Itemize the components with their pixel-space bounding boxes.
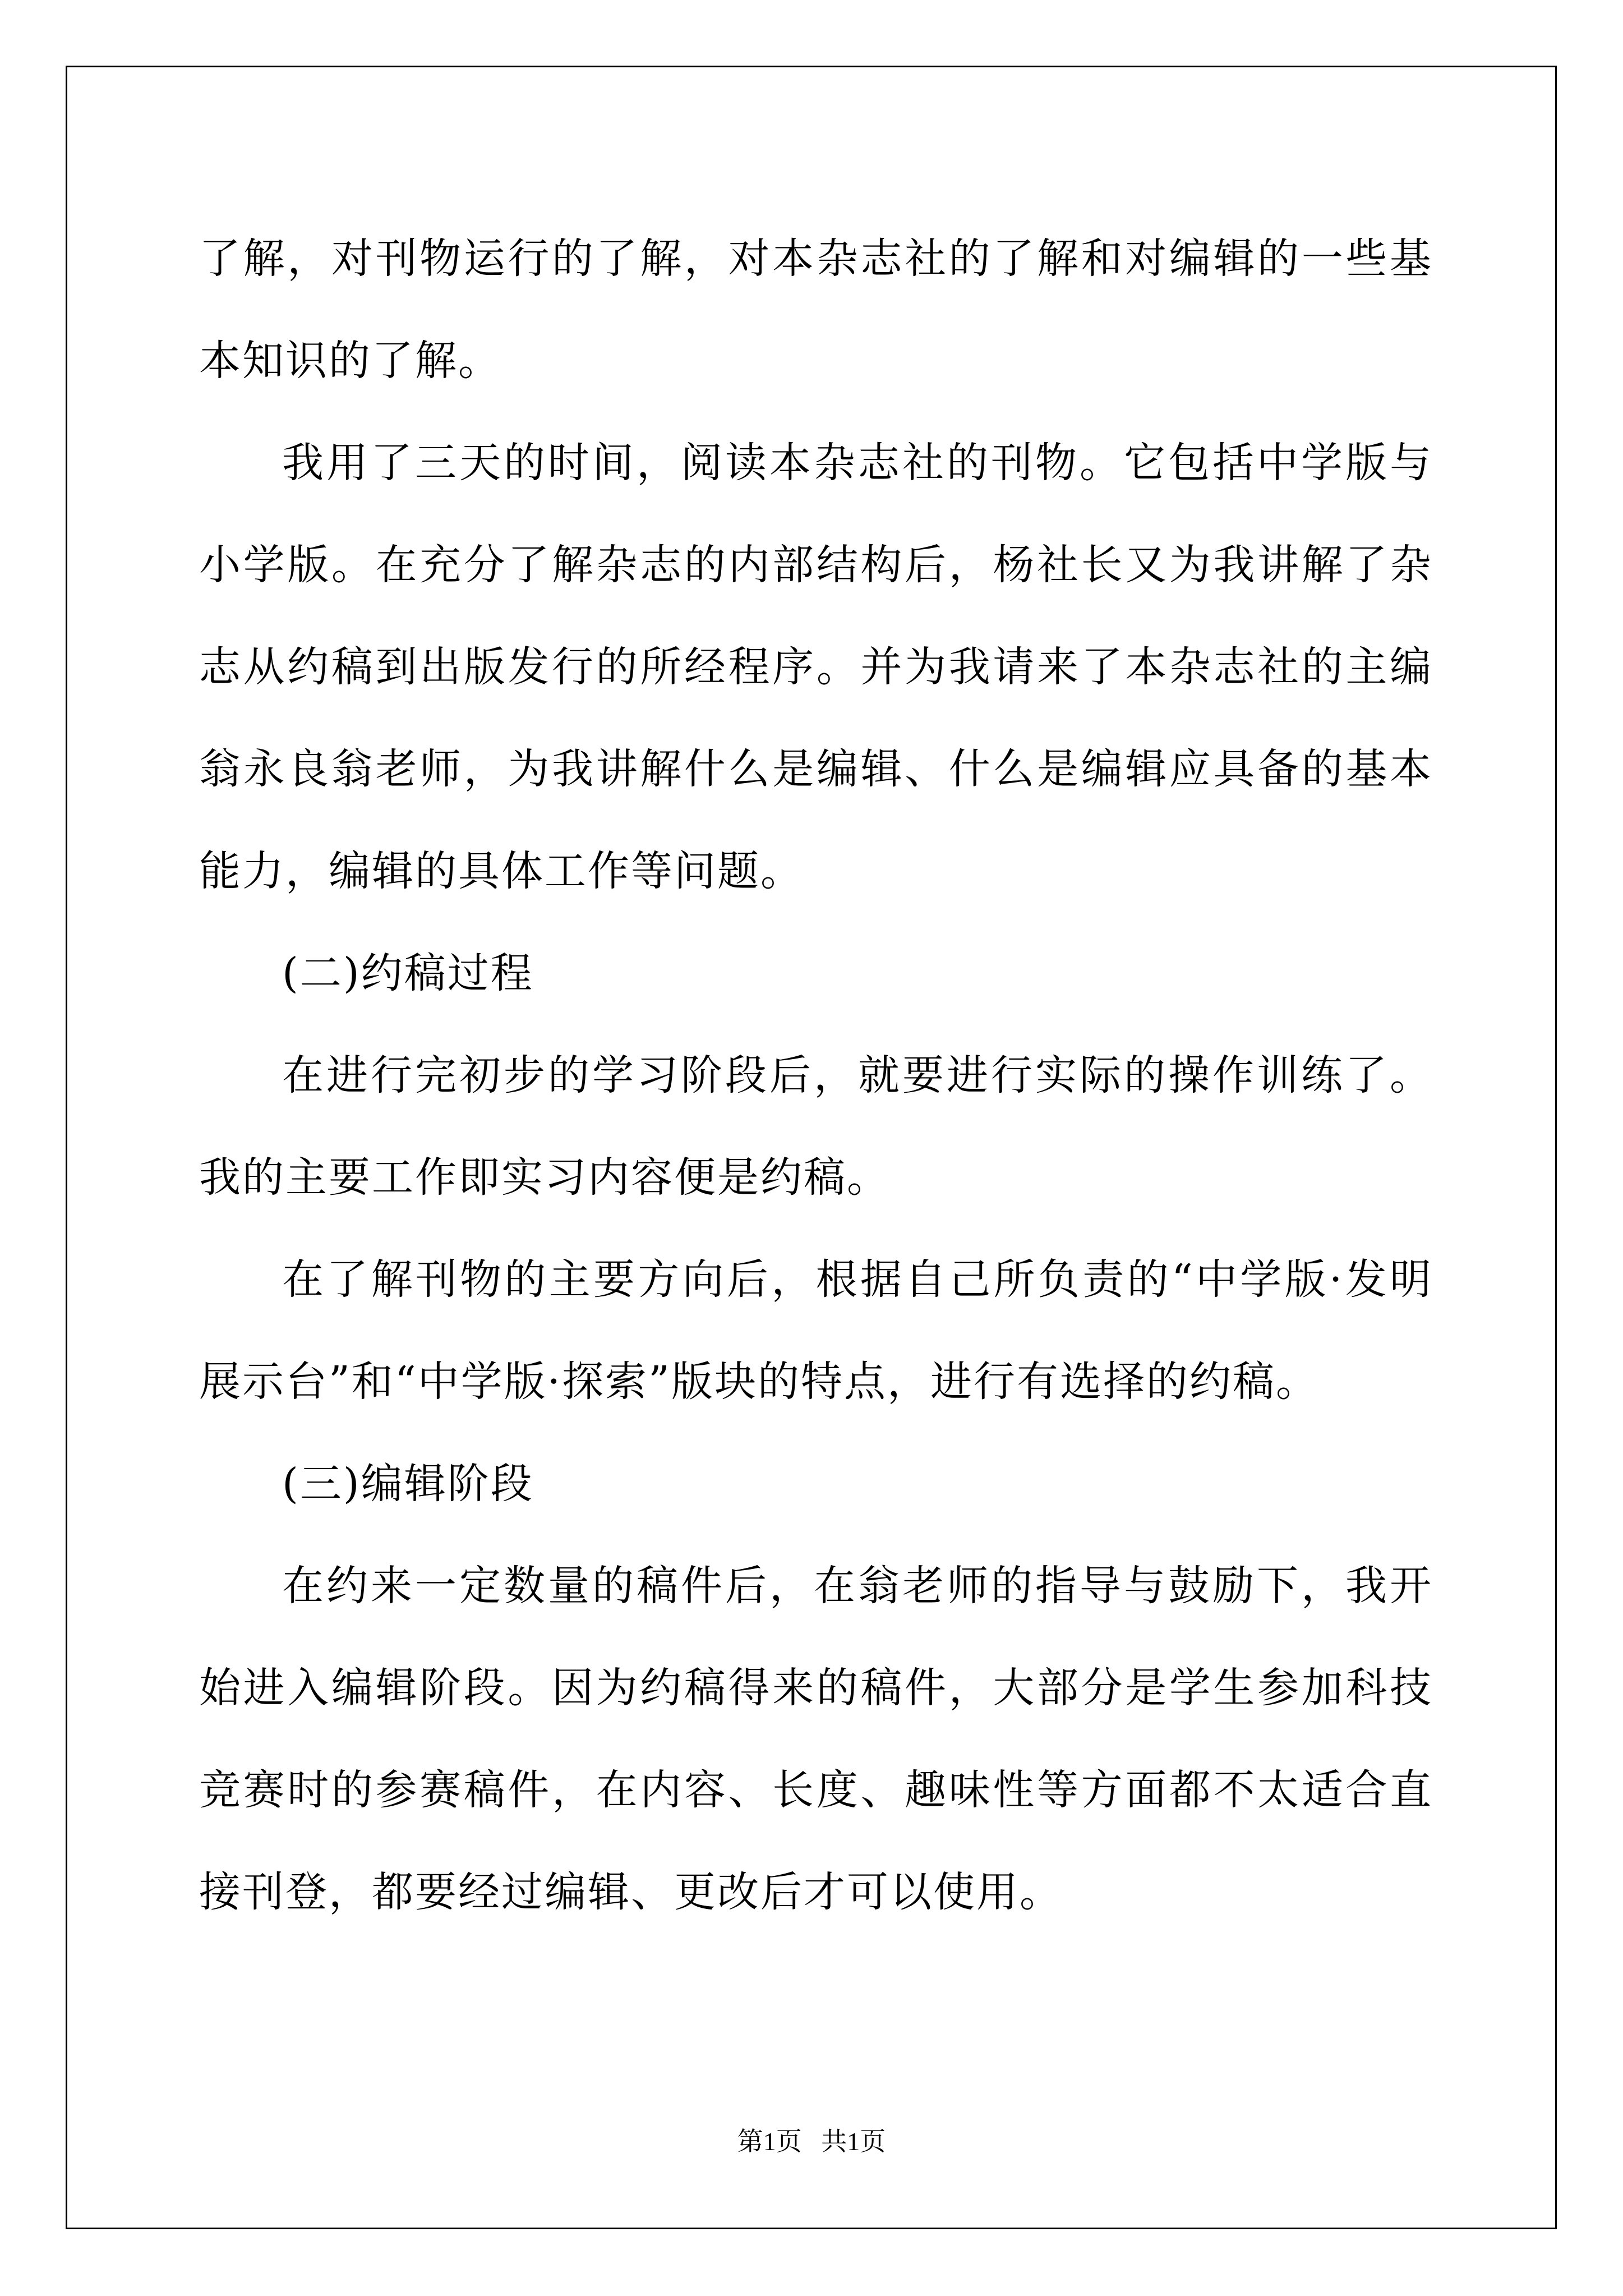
paragraph-editing-stage: 在约来一定数量的稿件后，在翁老师的指导与鼓励下，我开始进入编辑阶段。因为约稿得来的稿件，大部分是学生参加科技竞赛时的参赛稿件，在内容、长度、趣味性等方面都不太适合直接刊登，都要经过编辑、更改后才可以使用。 xyxy=(199,1562,1433,1916)
page-number: 第1页 xyxy=(737,2127,802,2156)
paragraph-solicitation-detail: 在了解刊物的主要方向后，根据自己所负责的“中学版·发明展示台”和“中学版·探索”版块的特点，进行有选择的约稿。 xyxy=(199,1255,1433,1406)
paragraph-reading-period: 我用了三天的时间，阅读本杂志社的刊物。它包括中学版与小学版。在充分了解杂志的内部结构后，杨社长又为我讲解了杂志从约稿到出版发行的所经程序。并为我请来了本杂志社的主编翁永良翁老师，为我讲解什么是编辑、什么是编辑应具备的基本能力，编辑的具体工作等问题。 xyxy=(199,439,1433,895)
section-heading-editing: (三)编辑阶段 xyxy=(282,1460,534,1508)
page-footer xyxy=(0,2125,1623,2159)
paragraph-solicitation-intro: 在进行完初步的学习阶段后，就要进行实际的操作训练了。我的主要工作即实习内容便是约稿。 xyxy=(199,1051,1433,1202)
page-total: 共1页 xyxy=(821,2127,886,2156)
paragraph-continuation: 了解，对刊物运行的了解，对本杂志社的了解和对编辑的一些基本知识的了解。 xyxy=(199,234,1433,385)
section-heading-solicitation: (二)约稿过程 xyxy=(282,949,534,997)
document-body xyxy=(199,208,1433,1943)
